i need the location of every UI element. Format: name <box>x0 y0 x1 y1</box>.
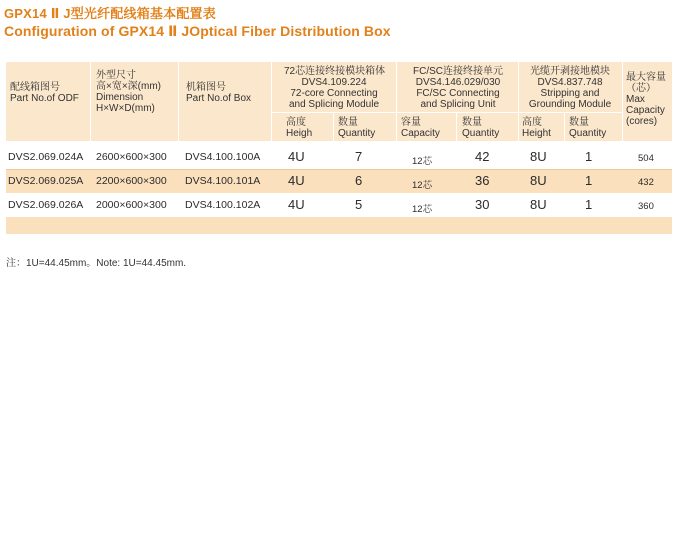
cell-module-height: 4U <box>288 149 305 164</box>
header-group-module: 72芯连接终接模块箱体 DVS4.109.224 72-core Connecting and Splicing Module <box>284 66 386 110</box>
header-grounding-quantity: 数量 Quantity <box>569 117 607 139</box>
table-row <box>6 194 672 217</box>
cell-grounding-quantity: 1 <box>585 197 593 212</box>
cell-module-quantity: 6 <box>355 173 363 188</box>
cell-grounding-quantity: 1 <box>585 149 593 164</box>
cell-box: DVS4.100.100A <box>185 151 261 163</box>
cell-odf: DVS2.069.025A <box>8 175 84 187</box>
cell-dimension: 2000×600×300 <box>96 199 167 211</box>
cell-unit-capacity: 12芯 <box>412 156 433 167</box>
header-module-quantity: 数量 Quantity <box>338 117 376 139</box>
cell-grounding-quantity: 1 <box>585 173 593 188</box>
table-row <box>6 146 672 170</box>
header-group-unit: FC/SC连接终接单元 DVS4.146.029/030 FC/SC Connecting and Splicing Unit <box>413 66 503 110</box>
page-title-english: Configuration of GPX14 Ⅱ JOptical Fiber Distribution Box <box>4 23 391 39</box>
cell-grounding-height: 8U <box>530 173 547 188</box>
header-max-capacity: 最大容量 （芯） Max Capacity (cores) <box>626 72 666 127</box>
cell-unit-quantity: 36 <box>475 173 490 188</box>
table-row <box>6 170 672 193</box>
cell-max-capacity: 360 <box>638 201 654 212</box>
table-footer-band <box>6 217 672 234</box>
cell-module-quantity: 7 <box>355 149 363 164</box>
header-module-height: 高度 Heigh <box>286 117 313 139</box>
cell-odf: DVS2.069.024A <box>8 151 84 163</box>
header-grounding-height: 高度 Height <box>522 117 551 139</box>
cell-odf: DVS2.069.026A <box>8 199 84 211</box>
header-odf: 配线箱图号 Part No.of ODF <box>10 82 79 104</box>
header-box: 机箱图号 Part No.of Box <box>186 82 252 104</box>
header-group-grounding: 光缆开剥接地模块 DVS4.837.748 Stripping and Grounding Module <box>528 66 612 110</box>
cell-module-quantity: 5 <box>355 197 363 212</box>
footnote: 注：1U=44.45mm。Note: 1U=44.45mm. <box>6 258 187 269</box>
cell-max-capacity: 504 <box>638 153 654 164</box>
cell-module-height: 4U <box>288 197 305 212</box>
cell-unit-capacity: 12芯 <box>412 180 433 191</box>
cell-dimension: 2600×600×300 <box>96 151 167 163</box>
cell-box: DVS4.100.101A <box>185 175 261 187</box>
header-dimension: 外型尺寸 高×宽×深(mm) Dimension H×W×D(mm) <box>96 70 161 114</box>
cell-dimension: 2200×600×300 <box>96 175 167 187</box>
header-unit-quantity: 数量 Quantity <box>462 117 500 139</box>
page-title-chinese: GPX14 Ⅱ J型光纤配线箱基本配置表 <box>4 6 216 21</box>
cell-module-height: 4U <box>288 173 305 188</box>
header-unit-capacity: 容量 Capacity <box>401 117 440 139</box>
cell-unit-capacity: 12芯 <box>412 204 433 215</box>
cell-box: DVS4.100.102A <box>185 199 261 211</box>
cell-unit-quantity: 30 <box>475 197 490 212</box>
cell-unit-quantity: 42 <box>475 149 490 164</box>
cell-grounding-height: 8U <box>530 149 547 164</box>
cell-max-capacity: 432 <box>638 177 654 188</box>
cell-grounding-height: 8U <box>530 197 547 212</box>
table-header <box>6 62 672 141</box>
